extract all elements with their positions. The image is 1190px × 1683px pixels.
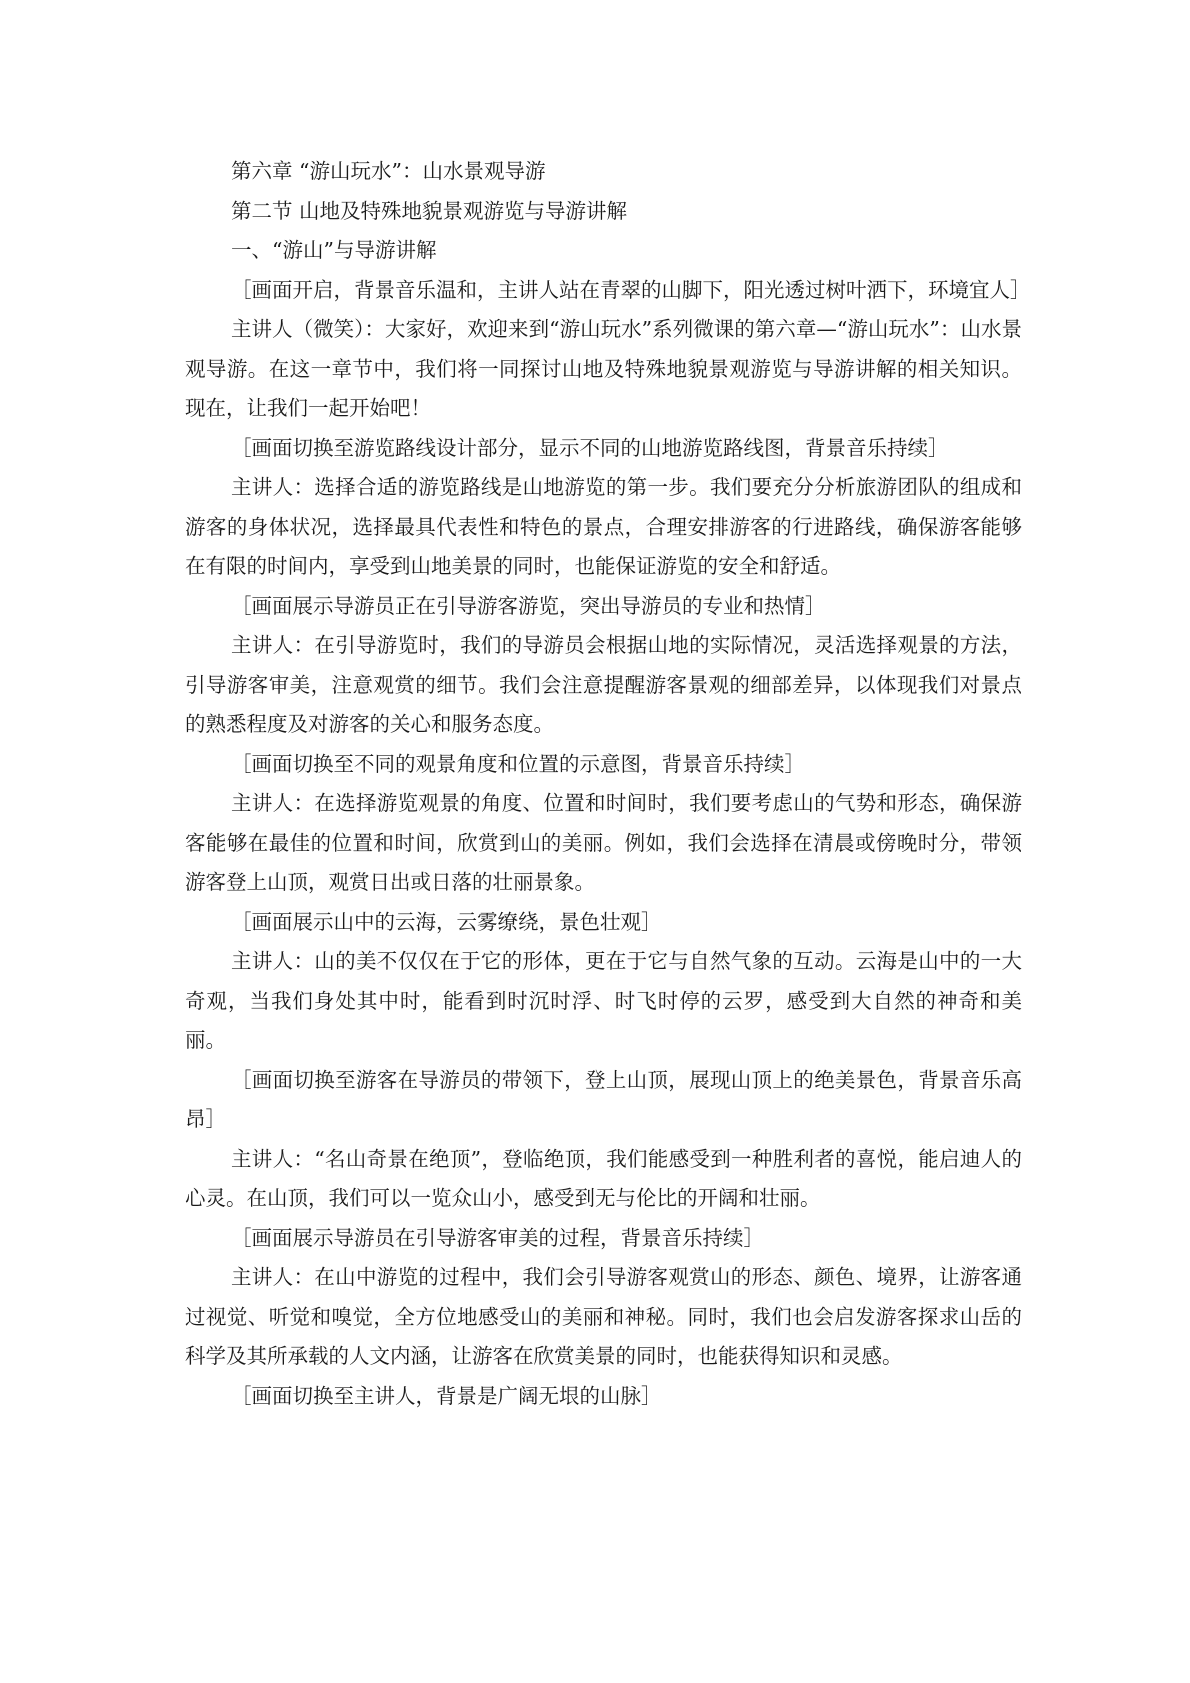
stage-direction: ［画面开启，背景音乐温和，主讲人站在青翠的山脚下，阳光透过树叶洒下，环境宜人］	[231, 277, 1031, 302]
narration-paragraph: 主讲人：选择合适的游览路线是山地游览的第一步。我们要充分分析旅游团队的组成和游客的身体状况，选择最具代表性和特色的景点，合理安排游客的行进路线，确保游客能够在有限的时间内，享受到山地美景的同时，也能保证游览的安全和舒适。	[185, 475, 1022, 578]
section-title: 第二节 山地及特殊地貌景观游览与导游讲解	[231, 198, 628, 223]
stage-direction: ［画面切换至主讲人，背景是广阔无垠的山脉］	[231, 1383, 662, 1408]
narration-paragraph: 主讲人（微笑）：大家好，欢迎来到“游山玩水”系列微课的第六章—“游山玩水”：山水景观导游。在这一章节中，我们将一同探讨山地及特殊地貌景观游览与导游讲解的相关知识。现在，让我们一起开始吧！	[185, 317, 1022, 420]
stage-direction: ［画面切换至游客在导游员的带领下，登上山顶，展现山顶上的绝美景色，背景音乐高昂］	[185, 1067, 1022, 1131]
stage-direction: ［画面展示导游员正在引导游客游览，突出导游员的专业和热情］	[231, 593, 826, 618]
chapter-title: 第六章 “游山玩水”：山水景观导游	[231, 159, 546, 183]
stage-direction: ［画面展示山中的云海，云雾缭绕，景色壮观］	[231, 909, 662, 934]
stage-direction: ［画面切换至游览路线设计部分，显示不同的山地游览路线图，背景音乐持续］	[231, 435, 949, 460]
narration-paragraph: 主讲人：山的美不仅仅在于它的形体，更在于它与自然气象的互动。云海是山中的一大奇观，当我们身处其中时，能看到时沉时浮、时飞时停的云罗，感受到大自然的神奇和美丽。	[185, 949, 1022, 1052]
stage-direction: ［画面展示导游员在引导游客审美的过程，背景音乐持续］	[231, 1225, 764, 1250]
narration-paragraph: 主讲人：在引导游览时，我们的导游员会根据山地的实际情况，灵活选择观景的方法，引导游客审美，注意观赏的细节。我们会注意提醒游客景观的细部差异，以体现我们对景点的熟悉程度及对游客的关心和服务态度。	[185, 633, 1022, 736]
narration-paragraph: 主讲人：在山中游览的过程中，我们会引导游客观赏山的形态、颜色、境界，让游客通过视觉、听觉和嗅觉，全方位地感受山的美丽和神秘。同时，我们也会启发游客探求山岳的科学及其所承载的人文内涵，让游客在欣赏美景的同时，也能获得知识和灵感。	[185, 1265, 1022, 1368]
stage-direction: ［画面切换至不同的观景角度和位置的示意图，背景音乐持续］	[231, 751, 805, 776]
document-body	[185, 152, 1031, 1416]
subsection-title: 一、“游山”与导游讲解	[231, 238, 437, 262]
narration-paragraph: 主讲人：在选择游览观景的角度、位置和时间时，我们要考虑山的气势和形态，确保游客能够在最佳的位置和时间，欣赏到山的美丽。例如，我们会选择在清晨或傍晚时分，带领游客登上山顶，观赏日出或日落的壮丽景象。	[185, 791, 1022, 894]
narration-paragraph: 主讲人：“名山奇景在绝顶”，登临绝顶，我们能感受到一种胜利者的喜悦，能启迪人的心灵。在山顶，我们可以一览众山小，感受到无与伦比的开阔和壮丽。	[185, 1146, 1022, 1210]
